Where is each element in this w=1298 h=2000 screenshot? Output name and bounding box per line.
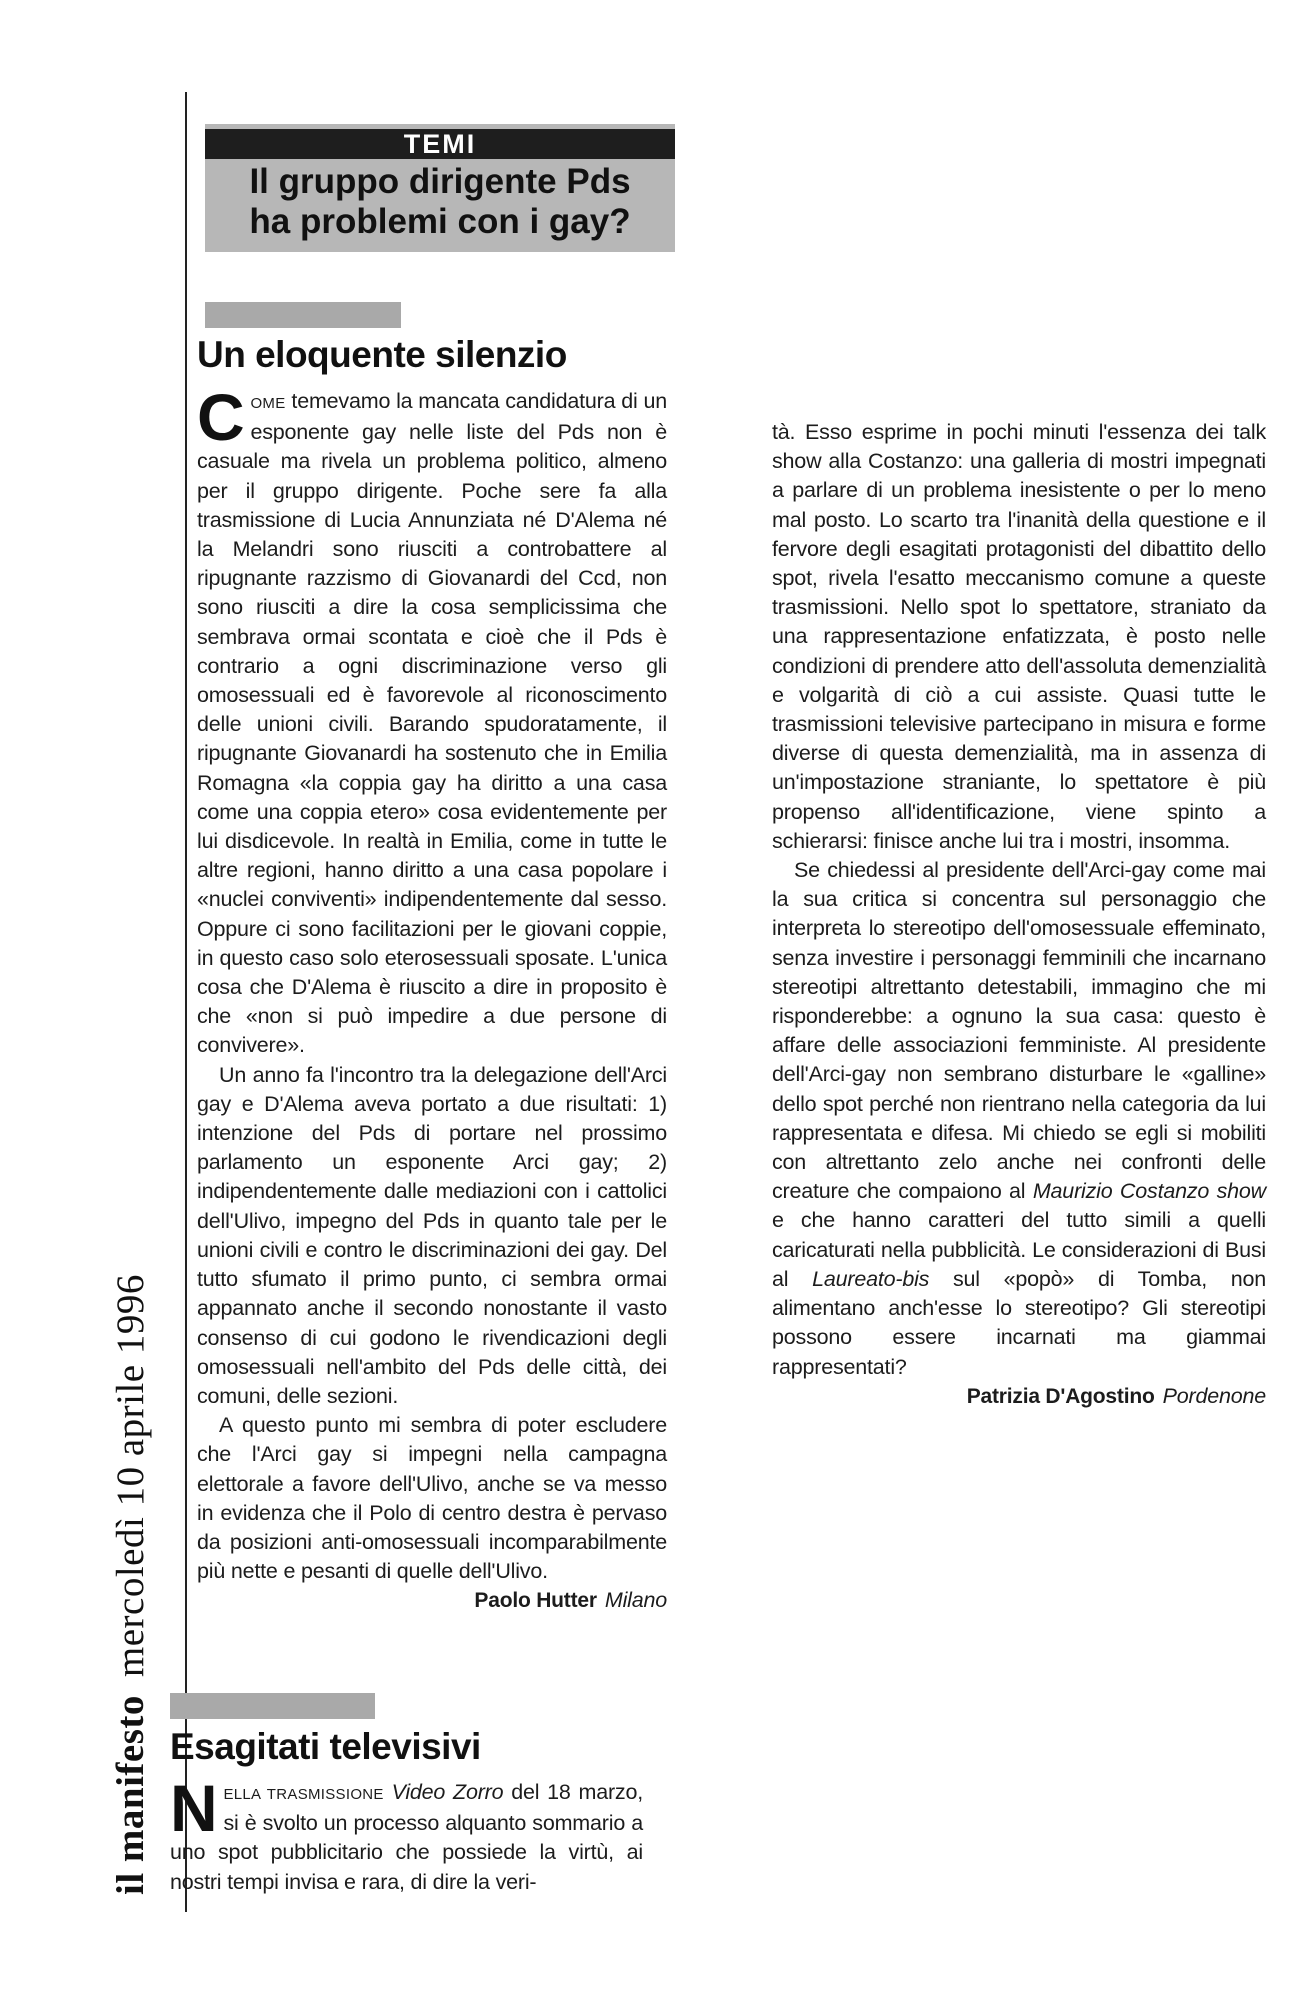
article1-signature — [197, 1586, 667, 1615]
section-title — [205, 162, 675, 242]
article2-paragraph-1-cont: tà. Esso esprime in pochi minuti l'essenza dei talk show alla Costanzo: una galleria di mostri impegnati a parlare di un problema inesistente o per lo meno mal posto. Lo scarto tra l'inanità della questione e il fervore degli esagitati protagonisti del dibattito dello spot, rivela l'esatto meccanismo comune a queste trasmissioni. Nello spot lo spettatore, straniato da una rappresentazione enfatizzata, è posto nelle condizioni di prendere atto dell'assoluta demenzialità e volgarità di ciò a cui assiste. Quasi tutte le trasmissioni televisive partecipano in misura e forme diverse di questa demenzialità, ma in assenza di un'impostazione straniante, lo spettatore è più propenso all'identificazione, viene spinto a schierarsi: finisce anche lui tra i mostri, insomma. — [772, 420, 1266, 853]
section-header — [205, 124, 675, 252]
article1-paragraph-2: Un anno fa l'incontro tra la delegazione dell'Arci gay e D'Alema aveva portato a due risultati: 1) intenzione del Pds di portare nel prossimo parlamento un esponente Arci gay; 2) indipendentemente dalle mediazioni con i cattolici dell'Ulivo, impegno del Pds in quanto tale per le unioni civili e contro le discriminazioni dei gay. Del tutto sfumato il primo punto, ci sembra ormai appannato anche il secondo nonostante il vasto consenso di cui godono le rivendicazioni degli omosessuali nell'ambito del Pds delle città, dei comuni, delle sezioni. — [197, 1062, 667, 1408]
masthead-date: mercoledì 10 aprile 1996 — [109, 1274, 152, 1678]
headline-tab — [205, 302, 401, 328]
article2-paragraph-1-start — [170, 1771, 644, 1897]
article2-program-title-2: Laureato-bis — [812, 1266, 930, 1291]
article2-author: Patrizia D'Agostino — [966, 1384, 1155, 1408]
article1-paragraph-1 — [197, 380, 667, 1061]
article2-show-title: Maurizio Costanzo show — [1032, 1179, 1266, 1204]
vertical-rule — [185, 92, 187, 1912]
article1-city: Milano — [604, 1588, 667, 1613]
section-title-line1: Il gruppo dirigente Pds — [249, 162, 631, 201]
article2-lead-smallcaps: ELLA TRASMISSIONE — [223, 1786, 384, 1803]
masthead-paper-name: il manifesto — [109, 1695, 152, 1895]
article2-p2-a: Se chiedessi al presidente dell'Arci-gay come mai la sua critica si concentra sul personaggio che interpreta lo stereotipo dell'omosessuale effeminato, senza investire i personaggi femminili che incarnano stereotipi altrettanto detestabili, immagino che mi risponderebbe: a ognuno la sua casa: questo è affare delle associazioni femministe. Al presidente dell'Arci-gay non sembrano disturbare le «galline» dello spot perché non rientrano nella categoria da lui rappresentata e difesa. Mi chiedo se egli si mobiliti con altrettanto zelo anche nei confronti delle creature che compaiono al — [772, 858, 1266, 1204]
article2-city: Pordenone — [1162, 1383, 1266, 1408]
article1-body — [197, 380, 667, 1687]
article2-headline: Esagitati televisivi — [170, 1726, 481, 1767]
article1-author: Paolo Hutter — [474, 1589, 597, 1613]
article2-body-col2 — [772, 418, 1266, 1538]
article2-dropcap: N — [170, 1771, 218, 1845]
article2-program-title: Video Zorro — [391, 1780, 504, 1804]
article1-lead-smallcaps: OME — [250, 395, 286, 412]
article1-dropcap: C — [197, 380, 245, 454]
article2-paragraph-2 — [772, 856, 1266, 1382]
article2-signature — [772, 1382, 1266, 1411]
section-label: TEMI — [205, 129, 675, 159]
section-title-line2: ha problemi con i gay? — [249, 202, 631, 241]
article2-p2-b: e che hanno caratteri del tutto simili a quelli caricaturati nella pubblicità. Le considerazioni di Busi al — [772, 1208, 1266, 1291]
article1-headline: Un eloquente silenzio — [197, 334, 567, 375]
article2-p2-c: sul «popò» di Tomba, non alimentano anch'esse lo stereotipo? Gli stereotipi possono essere incarnati ma giammai rappresentati? — [772, 1266, 1266, 1379]
article2-body-col1 — [170, 1771, 644, 1898]
article1-paragraph-3: A questo punto mi sembra di poter escludere che l'Arci gay si impegni nella campagna elettorale a favore dell'Ulivo, anche se va messo in evidenza che il Polo di centro destra è pervaso da posizioni anti-omosessuali incomparabilmente più nette e pesanti di quelle dell'Ulivo. — [197, 1413, 667, 1584]
vertical-masthead — [108, 1274, 153, 1895]
article2-p1-start: del 18 marzo, si è svolto un processo alquanto sommario a uno spot pubblicitario che possiede la virtù, ai nostri tempi invisa e rara, di dire la veri- — [170, 1780, 644, 1894]
article1-p1-text: temevamo la mancata candidatura di un esponente gay nelle liste del Pds non è casuale ma rivela un problema politico, almeno per il gruppo dirigente. Poche sere fa alla trasmissione di Lucia Annunziata né D'Alema né la Melandri sono riusciti a controbattere al ripugnante razzismo di Giovanardi del Ccd, non sono riusciti a dire la cosa semplicissima che sembrava ormai scontata e cioè che il Pds è contrario a ogni discriminazione verso gli omosessuali ed è favorevole al riconoscimento delle unioni civili. Barando spudoratamente, il ripugnante Giovanardi ha sostenuto che in Emilia Romagna «la coppia gay ha diritto a una casa come una coppia etero» cosa evidentemente per lui disdicevole. In realtà in Emilia, come in tutte le altre regioni, hanno diritto a una casa popolare i «nuclei conviventi» indipendentemente dal sesso. Oppure ci sono facilitazioni per le giovani coppie, in questo caso solo eterosessuali sposate. L'unica cosa che D'Alema è riuscito a dire in proposito è che «non si può impedire a due persone di convivere». — [197, 389, 667, 1058]
headline-tab-2 — [170, 1693, 375, 1719]
